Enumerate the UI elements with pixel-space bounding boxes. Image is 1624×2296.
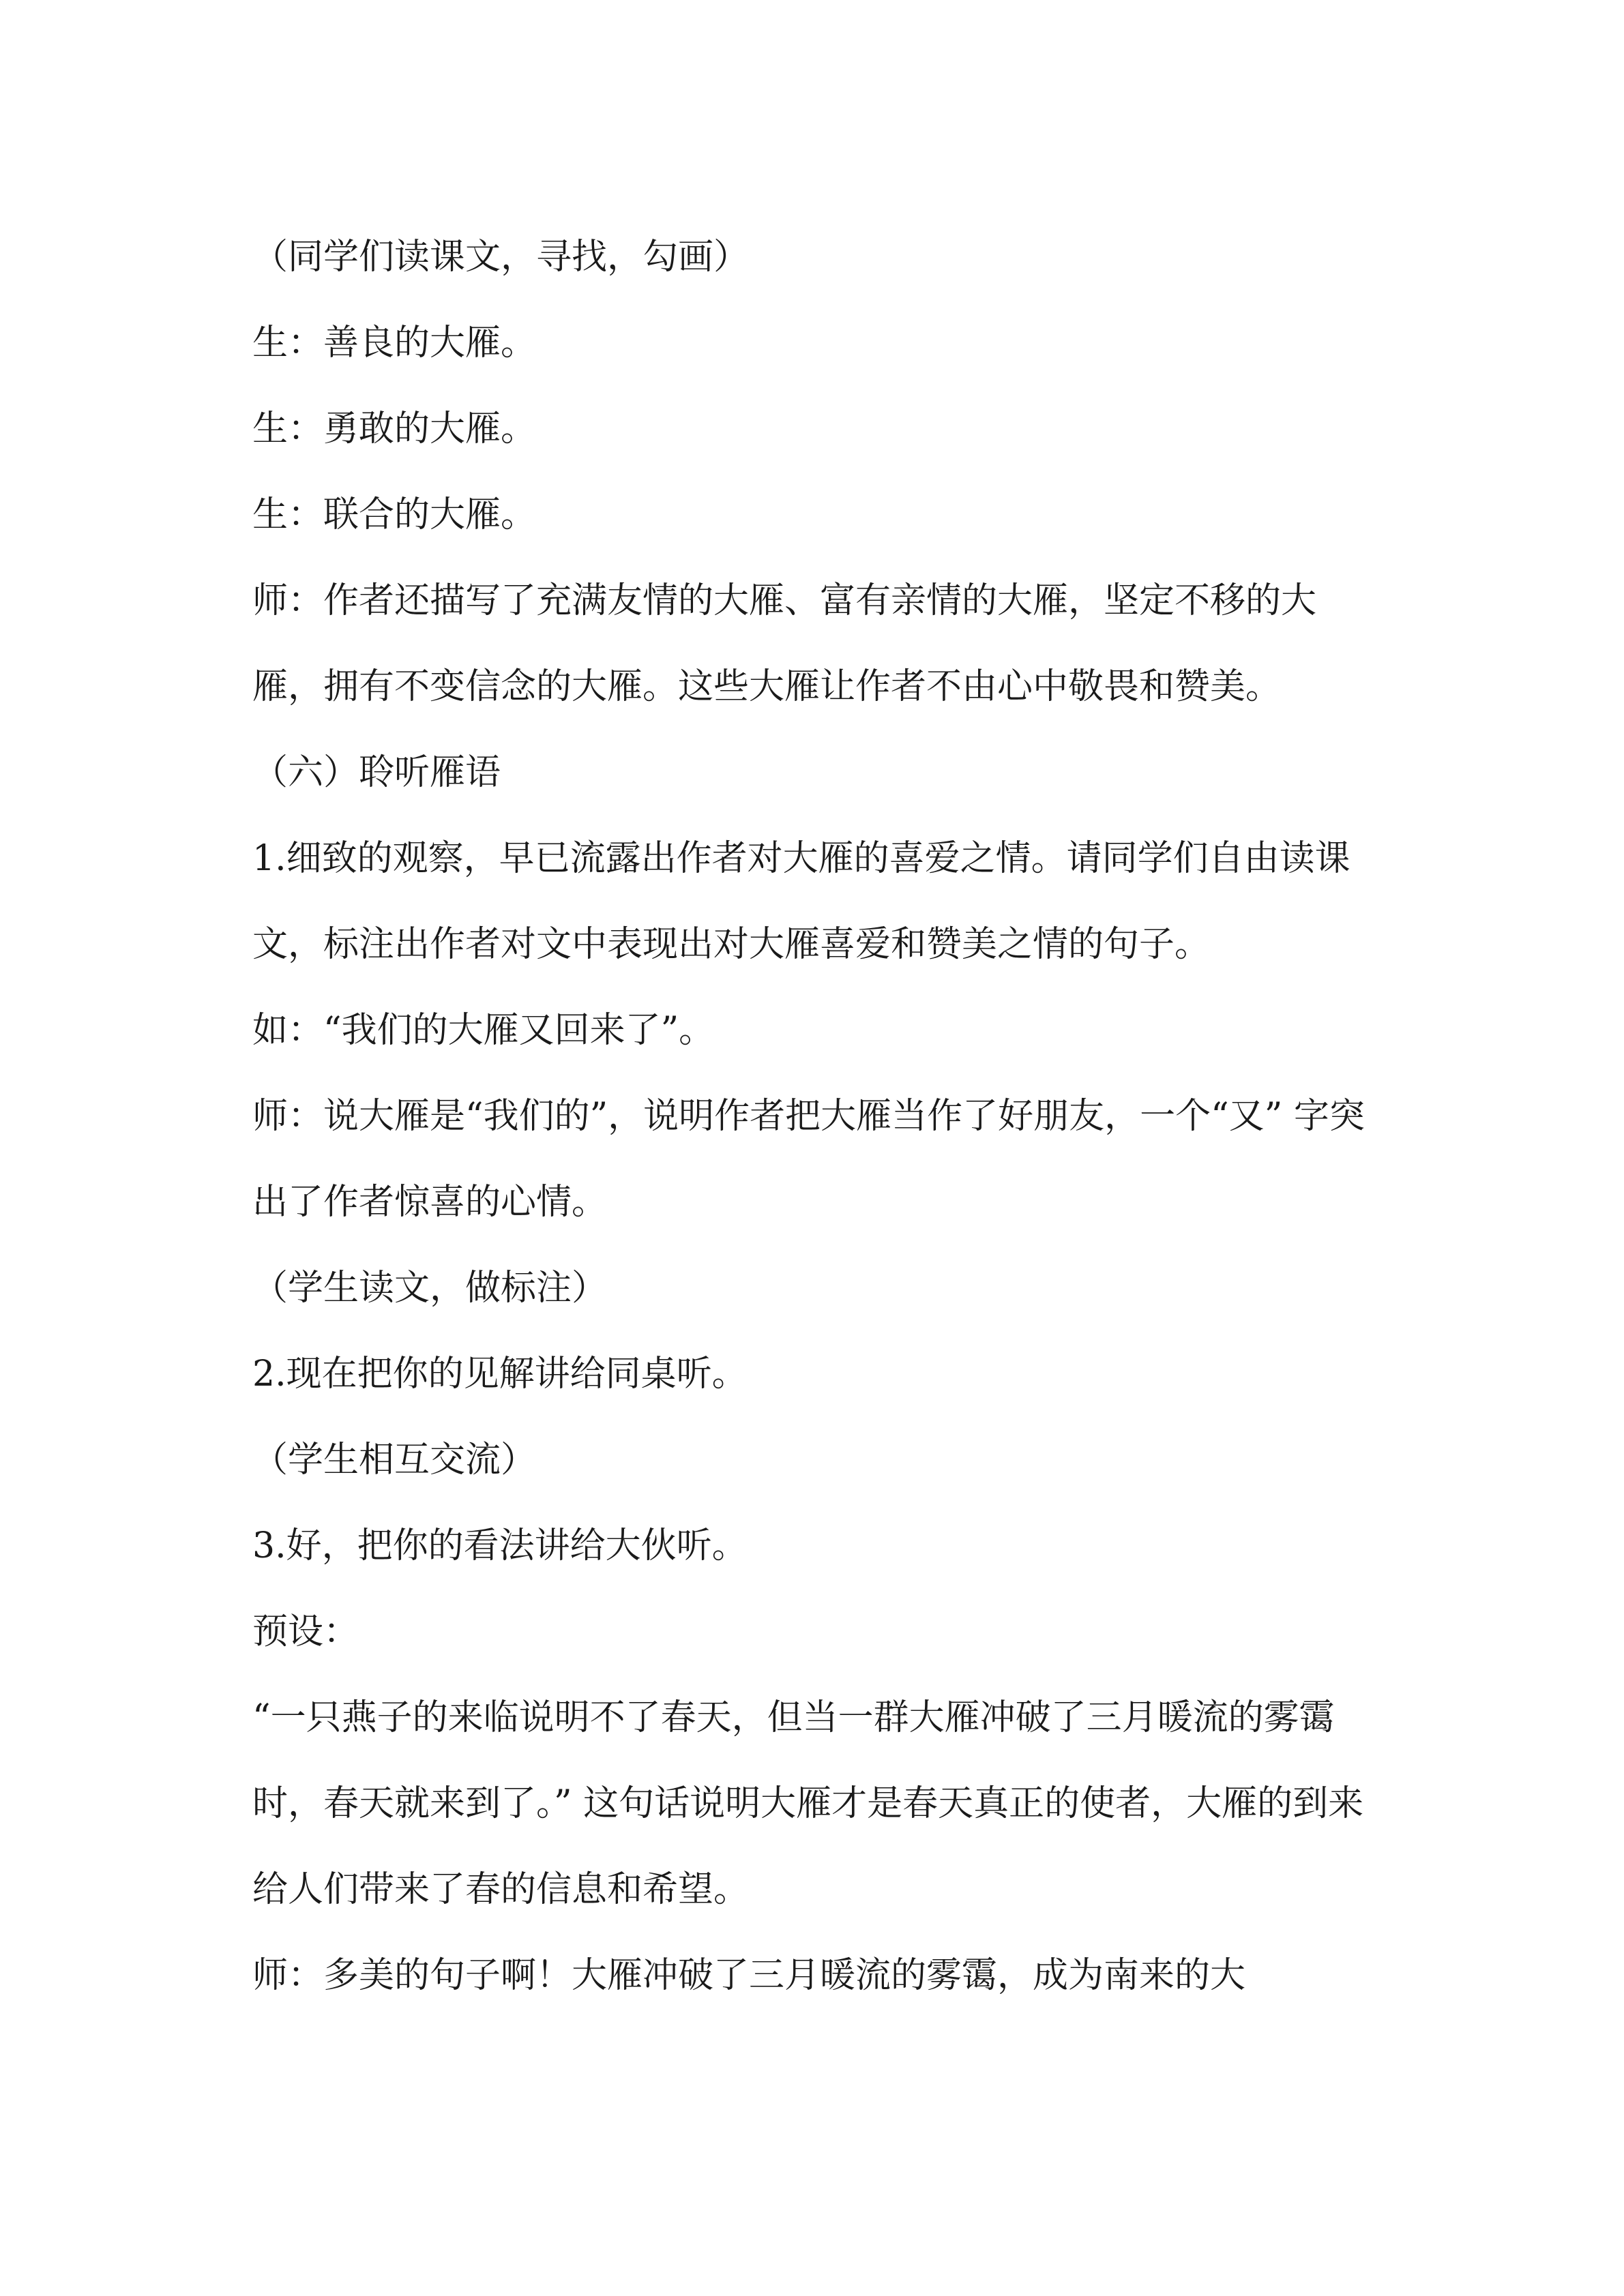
paragraph-15: “一只燕子的来临说明不了春天，但当一群大雁冲破了三月暖流的雾霭时，春天就来到了。” 这句话说明大雁才是春天真正的使者，大雁的到来给人们带来了春的信息和希望。: [252, 1697, 1364, 1910]
section-heading: （六）聆听雁语: [252, 752, 501, 793]
paragraph-2: 生：善良的大雁。: [252, 323, 537, 363]
paragraph-16: 师：多美的句子啊！大雁冲破了三月暖流的雾霭，成为南来的大: [252, 1955, 1246, 1996]
paragraph-10: （学生读文，做标注）: [252, 1268, 608, 1309]
paragraph-13: 3.好，把你的看法讲给大伙听。: [252, 1525, 748, 1566]
paragraph-4: 生：联合的大雁。: [252, 494, 537, 535]
paragraph-1: （同学们读课文，寻找，勾画）: [252, 237, 750, 278]
paragraph-5: 师：作者还描写了充满友情的大雁、富有亲情的大雁，坚定不移的大雁，拥有不变信念的大雁。这些大雁让作者不由心中敬畏和赞美。: [252, 580, 1317, 707]
paragraph-3: 生：勇敢的大雁。: [252, 408, 537, 449]
paragraph-7: 1.细致的观察，早已流露出作者对大雁的喜爱之情。请同学们自由读课文，标注出作者对文中表现出对大雁喜爱和赞美之情的句子。: [252, 838, 1350, 965]
paragraph-14: 预设：: [252, 1611, 359, 1652]
paragraph-11: 2.现在把你的见解讲给同桌听。: [252, 1354, 748, 1395]
document-body: [252, 214, 1378, 2018]
paragraph-12: （学生相互交流）: [252, 1440, 537, 1480]
paragraph-8: 如：“我们的大雁又回来了”。: [252, 1010, 715, 1051]
paragraph-9: 师：说大雁是“我们的”，说明作者把大雁当作了好朋友，一个“又” 字突出了作者惊喜的心情。: [252, 1096, 1365, 1223]
